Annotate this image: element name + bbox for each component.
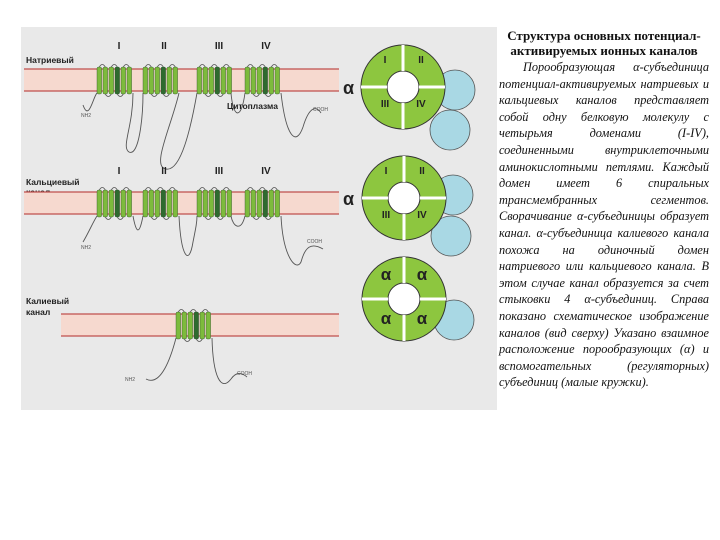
subunit-label: II — [419, 166, 425, 177]
transmembrane-segment — [97, 190, 102, 217]
alpha-label: α — [343, 189, 355, 209]
potassium-channel-label-line2: канал — [26, 307, 51, 317]
description-text-block — [499, 29, 709, 391]
central-pore — [388, 182, 420, 214]
transmembrane-segment — [269, 67, 274, 94]
subunit-label: II — [418, 55, 424, 66]
transmembrane-segment — [167, 67, 172, 94]
transmembrane-segment — [143, 190, 148, 217]
transmembrane-segment — [103, 67, 108, 94]
transmembrane-segment — [275, 67, 280, 94]
domain-label-ii: II — [161, 41, 167, 52]
description-paragraph: Порообразующая α-субъединица потенциал-активируемых натриевых и кальциевых каналов представляет собой одну белковую молекулу с четырьмя доменами (I-IV), соединенными внутриклеточными аминокислотными петлями. Каждый домен имеет 6 спиральных трансмембранных сегментов. Сворачивание α-субъединицы образует канал. α-субъединица калиевого канала похожа на одиночный домен натриевого или кальциевого канала. В этом случае канал образуется за счет стыковки 4 α-субъединиц. Справа показано схематическое изображение каналов (вид сверху) Указано взаимное расположение порообразующих (α) и вспомогательных (регуляторных) субъединиц (малые кружки). — [499, 60, 709, 390]
potassium-c-terminus: COOH — [237, 371, 252, 377]
domain-label-iii: III — [214, 166, 224, 177]
sodium-n-terminus: NH2 — [81, 113, 92, 119]
transmembrane-segment — [200, 312, 205, 339]
transmembrane-segment — [269, 190, 274, 217]
transmembrane-segment — [194, 312, 199, 339]
transmembrane-segment — [127, 190, 132, 217]
cytoplasm-label: Цитоплазма — [227, 101, 278, 111]
transmembrane-segment — [245, 67, 250, 94]
sodium-c-terminus: COOH — [313, 107, 328, 113]
transmembrane-segment — [173, 67, 178, 94]
transmembrane-segment — [121, 67, 126, 94]
ion-channel-figure — [21, 27, 497, 410]
transmembrane-segment — [206, 312, 211, 339]
alpha-label: α — [343, 78, 355, 98]
transmembrane-segment — [103, 190, 108, 217]
transmembrane-segment — [161, 67, 166, 94]
transmembrane-segment — [149, 67, 154, 94]
transmembrane-segment — [209, 67, 214, 94]
domain-label-i: I — [117, 166, 121, 177]
domain-label-iii: III — [214, 41, 224, 52]
transmembrane-segment — [197, 67, 202, 94]
domain-label-iv: IV — [261, 166, 271, 177]
transmembrane-segment — [155, 67, 160, 94]
membrane — [24, 69, 339, 91]
transmembrane-segment — [143, 67, 148, 94]
transmembrane-segment — [221, 190, 226, 217]
transmembrane-segment — [209, 190, 214, 217]
accessory-subunit — [430, 110, 470, 150]
transmembrane-segment — [227, 67, 232, 94]
subunit-label: I — [383, 55, 387, 66]
transmembrane-segment — [173, 190, 178, 217]
transmembrane-segment — [257, 67, 262, 94]
transmembrane-segment — [182, 312, 187, 339]
subunit-label: α — [380, 265, 392, 284]
transmembrane-segment — [275, 190, 280, 217]
subunit-label: IV — [417, 210, 427, 221]
transmembrane-segment — [97, 67, 102, 94]
transmembrane-segment — [127, 67, 132, 94]
pore-forming-subunit — [362, 257, 446, 341]
calcium-n-terminus: NH2 — [81, 245, 92, 251]
subunit-label: α — [416, 309, 428, 328]
subunit-label: IV — [416, 99, 426, 110]
page-title: Структура основных потенциал-активируемых ионных каналов — [507, 28, 701, 58]
transmembrane-segment — [245, 190, 250, 217]
transmembrane-segment — [176, 312, 181, 339]
transmembrane-segment — [203, 67, 208, 94]
transmembrane-segment — [263, 190, 268, 217]
transmembrane-segment — [251, 67, 256, 94]
transmembrane-segment — [109, 190, 114, 217]
domain-label-i: I — [117, 41, 121, 52]
transmembrane-segment — [149, 190, 154, 217]
subunit-label: III — [381, 210, 391, 221]
transmembrane-segment — [215, 190, 220, 217]
transmembrane-segment — [257, 190, 262, 217]
central-pore — [388, 283, 420, 315]
transmembrane-segment — [161, 190, 166, 217]
transmembrane-segment — [215, 67, 220, 94]
domain-label-ii: II — [161, 166, 167, 177]
sodium-channel-label-line1: Натриевый — [26, 55, 74, 65]
subunit-label: I — [384, 166, 388, 177]
transmembrane-segment — [263, 67, 268, 94]
transmembrane-segment — [251, 190, 256, 217]
pore-forming-subunit — [362, 156, 446, 240]
subunit-label: α — [380, 309, 392, 328]
subunit-label: α — [416, 265, 428, 284]
transmembrane-segment — [197, 190, 202, 217]
membrane — [24, 192, 339, 214]
transmembrane-segment — [155, 190, 160, 217]
transmembrane-segment — [203, 190, 208, 217]
calcium-channel-label-line1: Кальциевый — [26, 177, 80, 187]
transmembrane-segment — [115, 190, 120, 217]
transmembrane-segment — [167, 190, 172, 217]
potassium-channel-label-line1: Калиевый — [26, 296, 70, 306]
central-pore — [387, 71, 419, 103]
subunit-label: III — [380, 99, 390, 110]
transmembrane-segment — [109, 67, 114, 94]
domain-label-iv: IV — [261, 41, 271, 52]
calcium-c-terminus: COOH — [307, 239, 322, 245]
transmembrane-segment — [188, 312, 193, 339]
transmembrane-segment — [227, 190, 232, 217]
transmembrane-segment — [121, 190, 126, 217]
pore-forming-subunit — [361, 45, 445, 129]
potassium-n-terminus: NH2 — [125, 377, 136, 383]
transmembrane-segment — [221, 67, 226, 94]
transmembrane-segment — [115, 67, 120, 94]
